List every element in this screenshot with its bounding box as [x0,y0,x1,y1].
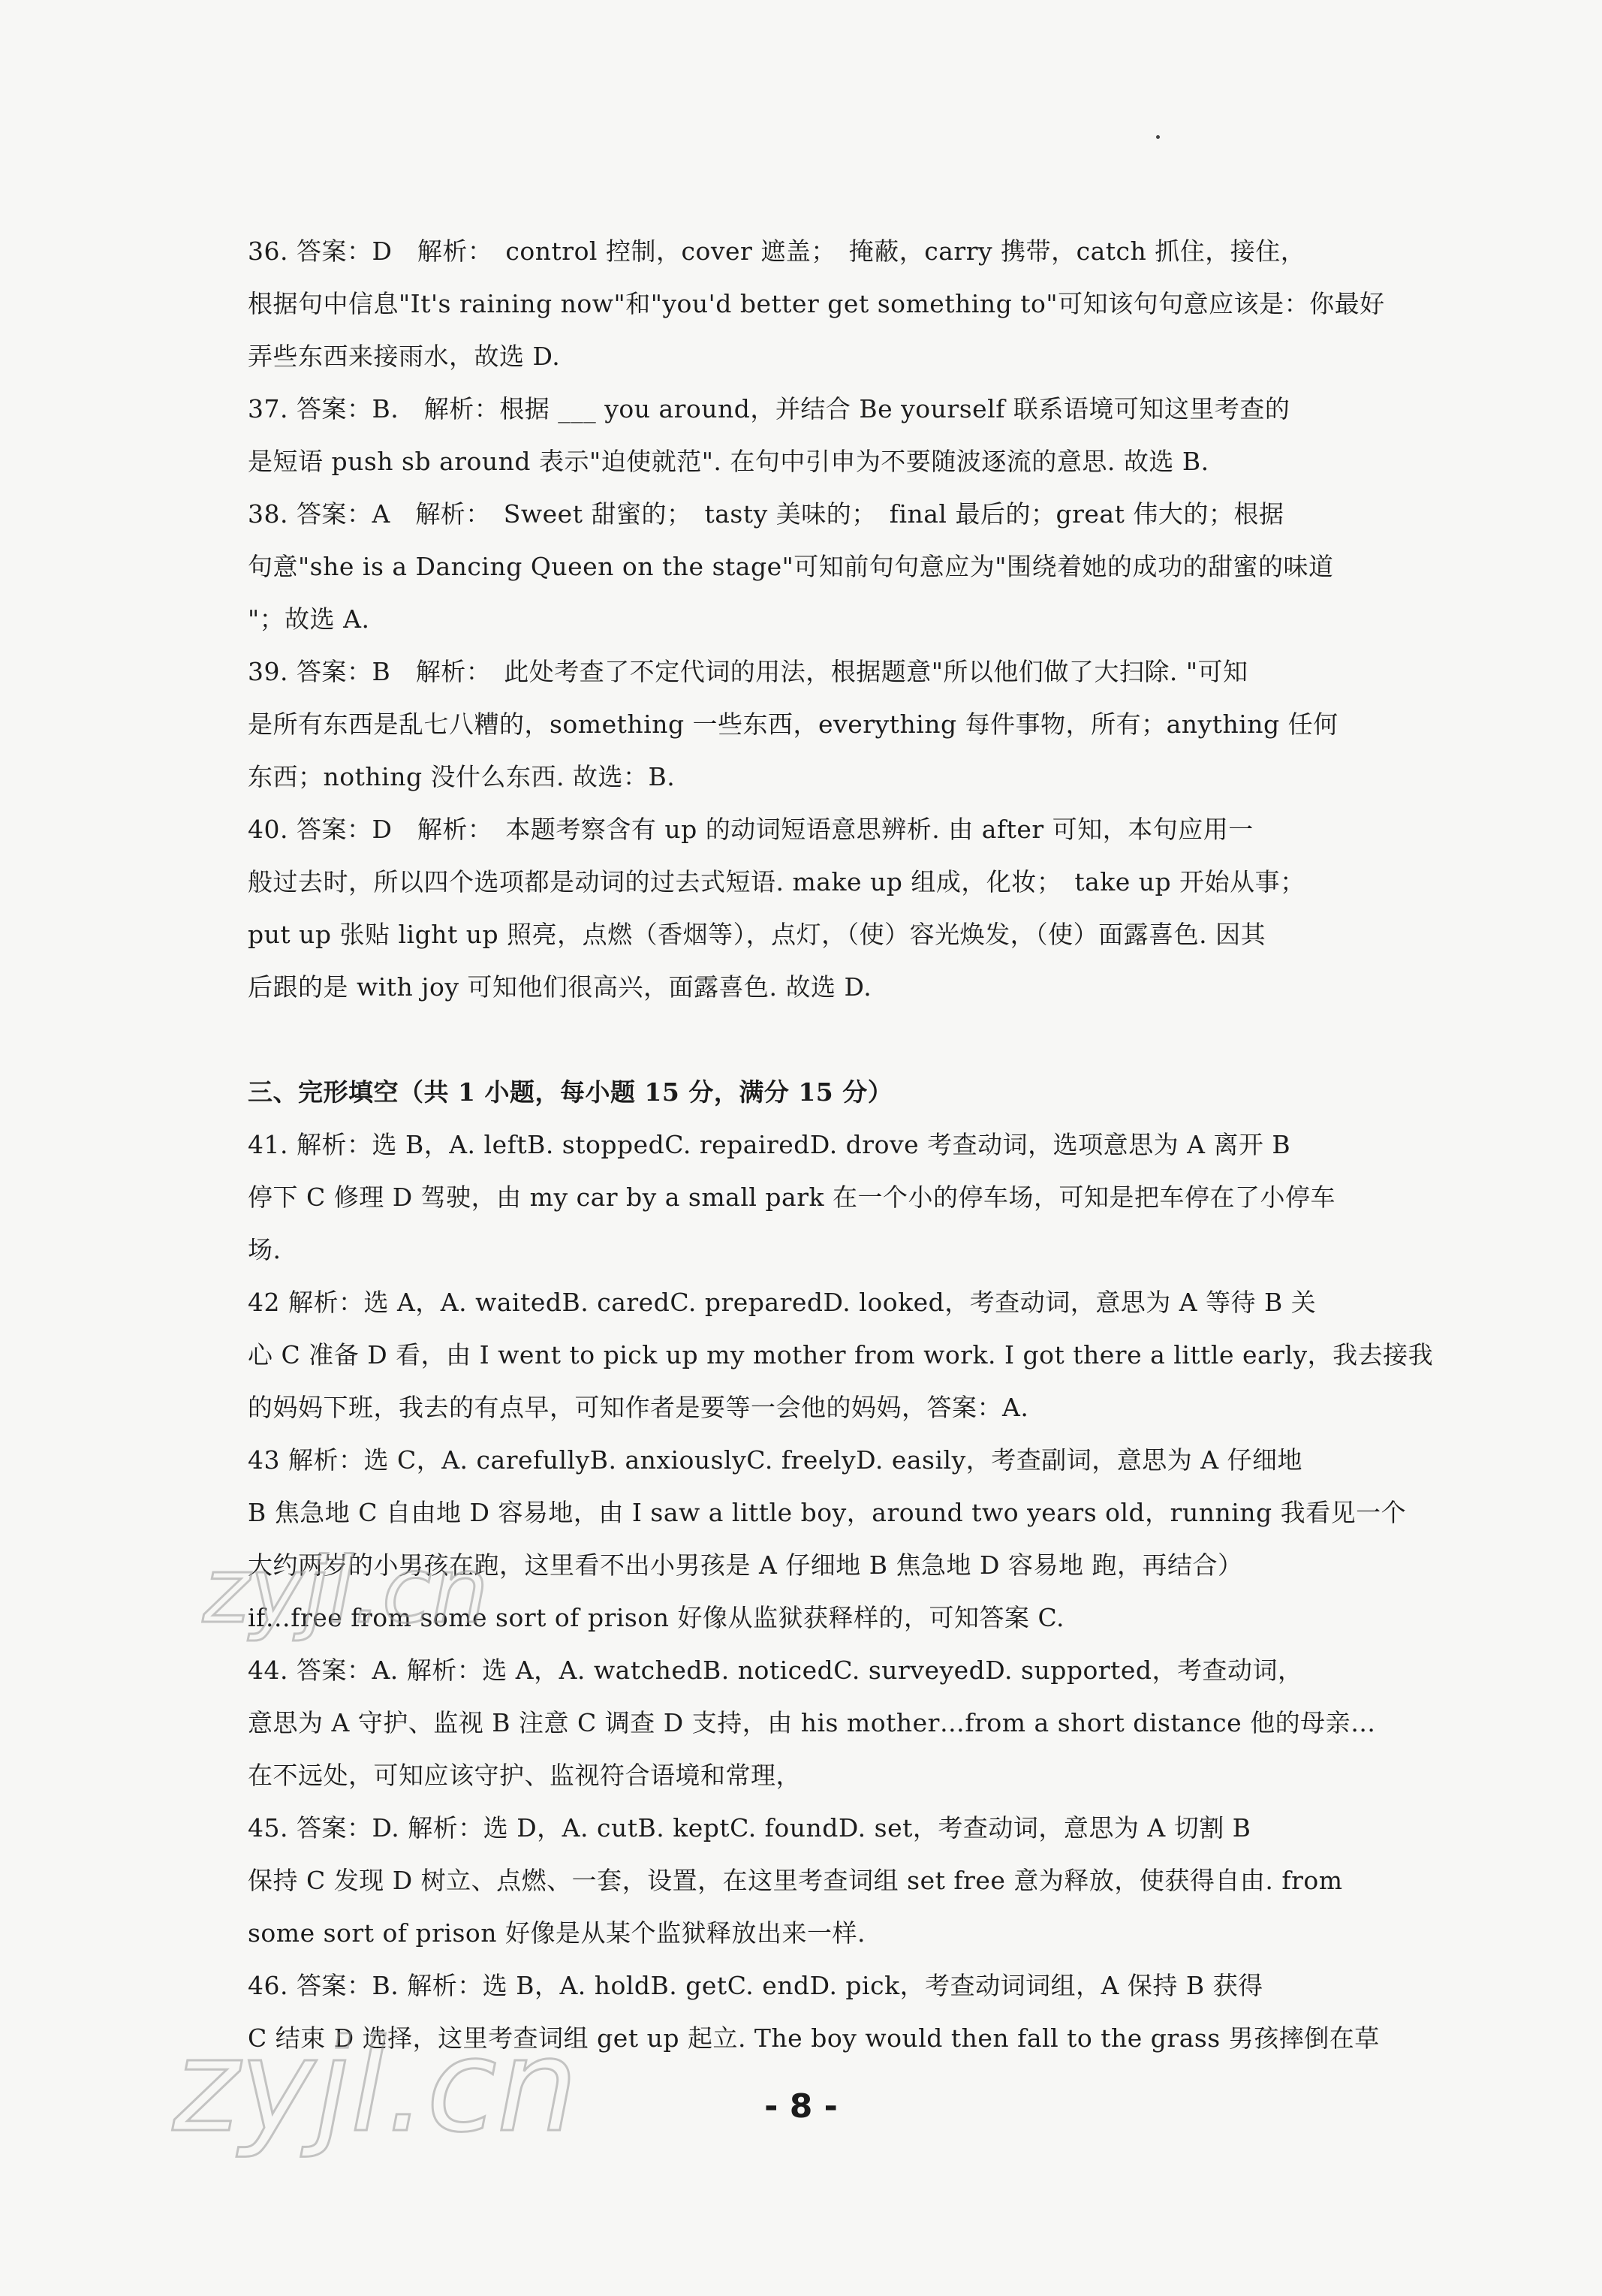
answer-paragraph-q40 [248,803,1389,1014]
text-line: 36. 答案：D 解析： control 控制，cover 遮盖； 掩蔽，carry 携带，catch 抓住，接住， [248,237,1306,266]
text-line: "；故选 A. [248,604,370,634]
text-line: 41. 解析：选 B，A. leftB. stoppedC. repairedD. drove 考查动词，选项意思为 A 离开 B [248,1130,1291,1159]
answer-paragraph-q39 [248,646,1389,803]
text-line: 心 C 准备 D 看，由 I went to pick up my mother from work. I got there a little early，我去接我 [248,1340,1434,1369]
text-line: if…free from some sort of prison 好像从监狱获释样的，可知答案 C. [248,1603,1065,1632]
answer-paragraph-q36 [248,225,1389,383]
text-line: 场. [248,1235,282,1264]
text-line: 是所有东西是乱七八糟的，something 一些东西，everything 每件事物，所有；anything 任何 [248,710,1339,739]
text-line: 根据句中信息"It's raining now"和"you'd better get something to"可知该句句意应该是：你最好 [248,289,1385,318]
watermark-logo: zyjl.cn [173,2012,578,2161]
text-line: 保持 C 发现 D 树立、点燃、一套，设置，在这里考查词组 set free 意为释放，使获得自由. from [248,1866,1343,1895]
text-line: 的妈妈下班，我去的有点早，可知作者是要等一会他的妈妈，答案：A. [248,1393,1029,1422]
text-line: 东西；nothing 没什么东西. 故选：B. [248,762,676,791]
watermark-logo: zyjl.cn [203,1539,489,1644]
text-line: put up 张贴 light up 照亮，点燃（香烟等），点灯，（使）容光焕发，（使）面露喜色. 因其 [248,920,1266,949]
text-line: 38. 答案：A 解析： Sweet 甜蜜的； tasty 美味的； final 最后的；great 伟大的；根据 [248,499,1284,529]
text-line: 45. 答案：D. 解析：选 D，A. cutB. keptC. foundD. set，考查动词，意思为 A 切割 B [248,1813,1251,1843]
text-line: 40. 答案：D 解析： 本题考察含有 up 的动词短语意思辨析. 由 after 可知，本句应用一 [248,815,1254,844]
text-line: 39. 答案：B 解析： 此处考查了不定代词的用法，根据题意"所以他们做了大扫除. "可知 [248,657,1248,686]
answer-paragraph-q42 [248,1276,1434,1434]
text-line: 大约两岁的小男孩在跑，这里看不出小男孩是 A 仔细地 B 焦急地 D 容易地 跑，再结合） [248,1550,1243,1580]
answer-paragraph-q37 [248,383,1389,488]
text-line: some sort of prison 好像是从某个监狱释放出来一样. [248,1918,866,1948]
text-line: 43 解析：选 C，A. carefullyB. anxiouslyC. freelyD. easily，考查副词，意思为 A 仔细地 [248,1445,1303,1475]
section-title: 三、完形填空（共 1 小题，每小题 15 分，满分 15 分） [248,1077,893,1107]
text-line: 37. 答案：B. 解析：根据 ___ you around，并结合 Be yourself 联系语境可知这里考查的 [248,394,1290,423]
answer-paragraph-q41 [248,1119,1389,1276]
answer-list [248,225,1389,1014]
text-line: 意思为 A 守护、监视 B 注意 C 调查 D 支持，由 his mother…from a short distance 他的母亲… [248,1708,1376,1737]
text-line: 46. 答案：B. 解析：选 B，A. holdB. getC. endD. pick，考查动词词组，A 保持 B 获得 [248,1971,1263,2000]
text-line: 42 解析：选 A，A. waitedB. caredC. preparedD. looked，考查动词，意思为 A 等待 B 关 [248,1288,1317,1317]
page-content [248,225,1434,2065]
text-line: 在不远处，可知应该守护、监视符合语境和常理， [248,1761,801,1790]
text-line: 弄些东西来接雨水，故选 D. [248,342,561,371]
answer-paragraph-q38 [248,488,1389,646]
text-line: C 结束 D 选择，这里考查词组 get up 起立. The boy would then fall to the grass 男孩摔倒在草 [248,2023,1380,2053]
answer-paragraph-q45 [248,1802,1389,1960]
text-line: 44. 答案：A. 解析：选 A，A. watchedB. noticedC. surveyedD. supported，考查动词， [248,1656,1303,1685]
text-line: 停下 C 修理 D 驾驶，由 my car by a small park 在一个小的停车场，可知是把车停在了小停车 [248,1183,1336,1212]
text-line: B 焦急地 C 自由地 D 容易地，由 I saw a little boy，around two years old，running 我看见一个 [248,1498,1407,1527]
text-line: 般过去时，所以四个选项都是动词的过去式短语. make up 组成，化妆； take up 开始从事； [248,867,1305,896]
text-line: 后跟的是 with joy 可知他们很高兴，面露喜色. 故选 D. [248,972,872,1002]
text-line: 是短语 push sb around 表示"迫使就范". 在句中引申为不要随波逐流的意思. 故选 B. [248,447,1209,476]
text-line: 句意"she is a Dancing Queen on the stage"可知前句句意应为"围绕着她的成功的甜蜜的味道 [248,552,1334,581]
scan-dot [1156,135,1160,139]
answer-paragraph-q44 [248,1644,1389,1802]
page-number: - 8 - [764,2087,838,2126]
